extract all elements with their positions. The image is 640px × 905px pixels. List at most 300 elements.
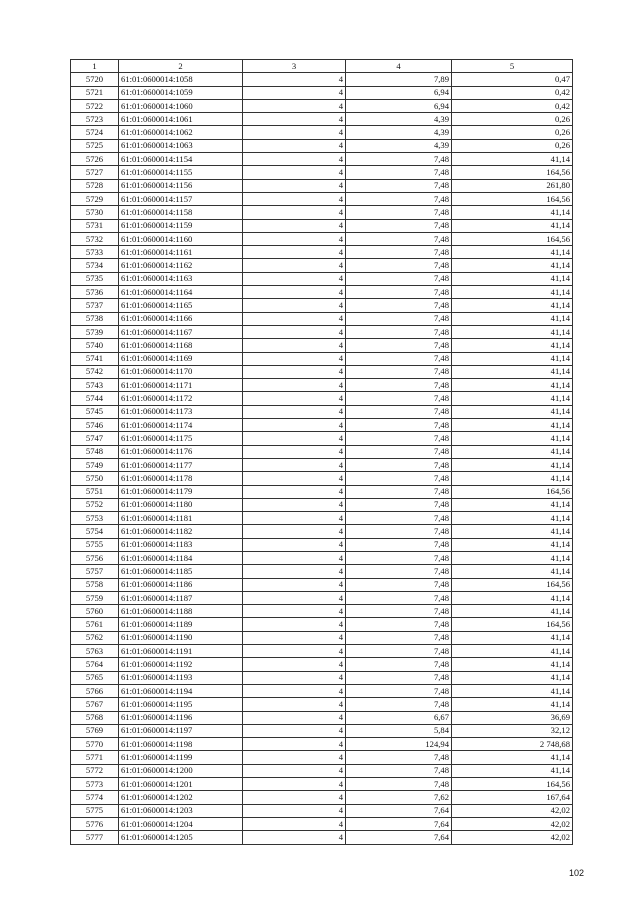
table-cell: 7,48 (346, 419, 452, 432)
data-table (70, 59, 573, 845)
table-cell: 7,48 (346, 153, 452, 166)
table-row (71, 325, 573, 338)
table-cell: 7,48 (346, 312, 452, 325)
table-row (71, 618, 573, 631)
table-row (71, 645, 573, 658)
table-cell: 5762 (71, 631, 119, 644)
table-cell: 5729 (71, 192, 119, 205)
table-cell: 5750 (71, 472, 119, 485)
table-cell: 7,89 (346, 73, 452, 86)
table-cell: 61:01:0600014:1202 (119, 791, 243, 804)
table-cell: 7,48 (346, 525, 452, 538)
table-row (71, 179, 573, 192)
table-cell: 61:01:0600014:1154 (119, 153, 243, 166)
table-row (71, 684, 573, 697)
table-cell: 4,39 (346, 139, 452, 152)
table-cell: 61:01:0600014:1175 (119, 432, 243, 445)
table-cell: 5776 (71, 817, 119, 830)
table-cell: 4 (243, 339, 346, 352)
table-cell: 2 748,68 (452, 738, 573, 751)
table-row (71, 551, 573, 564)
table-cell: 41,14 (452, 246, 573, 259)
table-cell: 61:01:0600014:1160 (119, 232, 243, 245)
table-cell: 4 (243, 684, 346, 697)
table-cell: 4 (243, 485, 346, 498)
table-row (71, 379, 573, 392)
table-cell: 7,48 (346, 339, 452, 352)
table-cell: 41,14 (452, 272, 573, 285)
table-row (71, 126, 573, 139)
table-cell: 7,48 (346, 551, 452, 564)
table-cell: 61:01:0600014:1161 (119, 246, 243, 259)
table-cell: 41,14 (452, 206, 573, 219)
table-cell: 7,48 (346, 778, 452, 791)
table-cell: 5720 (71, 73, 119, 86)
table-cell: 41,14 (452, 658, 573, 671)
table-cell: 4 (243, 551, 346, 564)
table-row (71, 711, 573, 724)
table-cell: 7,48 (346, 299, 452, 312)
table-cell: 4 (243, 246, 346, 259)
table-row (71, 791, 573, 804)
table-row (71, 631, 573, 644)
table-row (71, 272, 573, 285)
table-cell: 61:01:0600014:1159 (119, 219, 243, 232)
table-cell: 41,14 (452, 352, 573, 365)
table-cell: 5777 (71, 831, 119, 844)
table-cell: 5766 (71, 684, 119, 697)
table-cell: 4 (243, 113, 346, 126)
table-cell: 4 (243, 445, 346, 458)
table-cell: 261,80 (452, 179, 573, 192)
table-cell: 4 (243, 525, 346, 538)
table-cell: 32,12 (452, 724, 573, 737)
table-cell: 61:01:0600014:1061 (119, 113, 243, 126)
table-cell: 5767 (71, 698, 119, 711)
table-cell: 164,56 (452, 778, 573, 791)
table-row (71, 73, 573, 86)
table-cell: 4 (243, 299, 346, 312)
table-row (71, 538, 573, 551)
table-cell: 5755 (71, 538, 119, 551)
table-cell: 7,64 (346, 804, 452, 817)
table-cell: 41,14 (452, 698, 573, 711)
table-row (71, 605, 573, 618)
table-cell: 61:01:0600014:1156 (119, 179, 243, 192)
table-cell: 41,14 (452, 339, 573, 352)
table-cell: 164,56 (452, 192, 573, 205)
table-cell: 5737 (71, 299, 119, 312)
table-cell: 4,39 (346, 126, 452, 139)
table-row (71, 698, 573, 711)
table-cell: 4 (243, 166, 346, 179)
table-cell: 61:01:0600014:1195 (119, 698, 243, 711)
column-header: 4 (346, 60, 452, 73)
table-cell: 7,64 (346, 817, 452, 830)
table-cell: 5754 (71, 525, 119, 538)
table-cell: 41,14 (452, 605, 573, 618)
table-cell: 5743 (71, 379, 119, 392)
table-cell: 4 (243, 724, 346, 737)
table-cell: 41,14 (452, 379, 573, 392)
table-cell: 5740 (71, 339, 119, 352)
table-cell: 4 (243, 605, 346, 618)
table-cell: 61:01:0600014:1168 (119, 339, 243, 352)
table-cell: 4 (243, 86, 346, 99)
table-row (71, 525, 573, 538)
table-cell: 0,47 (452, 73, 573, 86)
table-row (71, 432, 573, 445)
table-row (71, 299, 573, 312)
table-cell: 5749 (71, 458, 119, 471)
table-row (71, 485, 573, 498)
table-cell: 5773 (71, 778, 119, 791)
table-cell: 61:01:0600014:1184 (119, 551, 243, 564)
table-cell: 4 (243, 671, 346, 684)
table-cell: 61:01:0600014:1203 (119, 804, 243, 817)
table-row (71, 419, 573, 432)
table-cell: 41,14 (452, 631, 573, 644)
table-cell: 7,48 (346, 179, 452, 192)
table-cell: 5752 (71, 498, 119, 511)
table-cell: 61:01:0600014:1165 (119, 299, 243, 312)
table-cell: 4 (243, 751, 346, 764)
table-row (71, 817, 573, 830)
table-cell: 36,69 (452, 711, 573, 724)
table-row (71, 405, 573, 418)
table-cell: 61:01:0600014:1183 (119, 538, 243, 551)
table-row (71, 339, 573, 352)
table-row (71, 286, 573, 299)
table-cell: 4 (243, 405, 346, 418)
table-cell: 164,56 (452, 485, 573, 498)
table-row (71, 192, 573, 205)
table-cell: 7,48 (346, 379, 452, 392)
table-cell: 4 (243, 126, 346, 139)
table-cell: 4 (243, 738, 346, 751)
table-cell: 5751 (71, 485, 119, 498)
table-cell: 7,48 (346, 445, 452, 458)
table-row (71, 738, 573, 751)
table-cell: 4 (243, 645, 346, 658)
table-cell: 5746 (71, 419, 119, 432)
table-cell: 5765 (71, 671, 119, 684)
table-cell: 5770 (71, 738, 119, 751)
table-cell: 41,14 (452, 405, 573, 418)
table-cell: 4 (243, 512, 346, 525)
table-cell: 4,39 (346, 113, 452, 126)
table-cell: 5724 (71, 126, 119, 139)
column-header: 5 (452, 60, 573, 73)
table-cell: 61:01:0600014:1166 (119, 312, 243, 325)
table-cell: 4 (243, 565, 346, 578)
table-cell: 4 (243, 272, 346, 285)
table-cell: 61:01:0600014:1196 (119, 711, 243, 724)
table-cell: 41,14 (452, 445, 573, 458)
page-number: 102 (568, 868, 584, 878)
table-cell: 41,14 (452, 153, 573, 166)
table-cell: 4 (243, 498, 346, 511)
table-cell: 5721 (71, 86, 119, 99)
table-cell: 5756 (71, 551, 119, 564)
table-cell: 7,48 (346, 631, 452, 644)
table-cell: 42,02 (452, 831, 573, 844)
table-cell: 41,14 (452, 365, 573, 378)
table-cell: 4 (243, 392, 346, 405)
table-cell: 61:01:0600014:1171 (119, 379, 243, 392)
table-cell: 5733 (71, 246, 119, 259)
table-cell: 4 (243, 791, 346, 804)
table-row (71, 246, 573, 259)
table-cell: 41,14 (452, 764, 573, 777)
table-cell: 61:01:0600014:1062 (119, 126, 243, 139)
table-cell: 4 (243, 698, 346, 711)
table-cell: 61:01:0600014:1193 (119, 671, 243, 684)
table-cell: 5723 (71, 113, 119, 126)
table-cell: 4 (243, 578, 346, 591)
table-row (71, 472, 573, 485)
table-cell: 41,14 (452, 671, 573, 684)
table-cell: 167,64 (452, 791, 573, 804)
table-cell: 5742 (71, 365, 119, 378)
table-cell: 4 (243, 73, 346, 86)
table-cell: 5732 (71, 232, 119, 245)
table-cell: 5760 (71, 605, 119, 618)
table-cell: 61:01:0600014:1186 (119, 578, 243, 591)
table-cell: 4 (243, 631, 346, 644)
header-row (71, 60, 573, 73)
table-cell: 5757 (71, 565, 119, 578)
table-cell: 61:01:0600014:1181 (119, 512, 243, 525)
table-cell: 61:01:0600014:1180 (119, 498, 243, 511)
table-cell: 7,48 (346, 764, 452, 777)
table-cell: 4 (243, 219, 346, 232)
table-cell: 7,48 (346, 751, 452, 764)
table-cell: 4 (243, 618, 346, 631)
table-cell: 41,14 (452, 684, 573, 697)
table-cell: 61:01:0600014:1182 (119, 525, 243, 538)
table-cell: 4 (243, 778, 346, 791)
table-cell: 4 (243, 419, 346, 432)
table-row (71, 751, 573, 764)
table-cell: 5726 (71, 153, 119, 166)
table-row (71, 219, 573, 232)
table-row (71, 99, 573, 112)
table-cell: 4 (243, 206, 346, 219)
table-cell: 5739 (71, 325, 119, 338)
table-row (71, 445, 573, 458)
table-cell: 41,14 (452, 472, 573, 485)
table-cell: 61:01:0600014:1058 (119, 73, 243, 86)
table-cell: 41,14 (452, 419, 573, 432)
table-cell: 7,48 (346, 352, 452, 365)
column-header: 3 (243, 60, 346, 73)
table-cell: 7,48 (346, 472, 452, 485)
table-cell: 61:01:0600014:1194 (119, 684, 243, 697)
table-cell: 41,14 (452, 498, 573, 511)
table-cell: 41,14 (452, 551, 573, 564)
table-cell: 5728 (71, 179, 119, 192)
table-cell: 7,48 (346, 206, 452, 219)
table-row (71, 578, 573, 591)
table-cell: 61:01:0600014:1187 (119, 591, 243, 604)
table-row (71, 166, 573, 179)
table-cell: 61:01:0600014:1179 (119, 485, 243, 498)
table-row (71, 392, 573, 405)
table-cell: 7,64 (346, 831, 452, 844)
table-cell: 61:01:0600014:1189 (119, 618, 243, 631)
table-cell: 41,14 (452, 259, 573, 272)
table-cell: 41,14 (452, 219, 573, 232)
table-cell: 5722 (71, 99, 119, 112)
table-cell: 7,48 (346, 232, 452, 245)
table-cell: 61:01:0600014:1177 (119, 458, 243, 471)
table-cell: 5730 (71, 206, 119, 219)
table-cell: 61:01:0600014:1164 (119, 286, 243, 299)
table-cell: 4 (243, 817, 346, 830)
table-cell: 4 (243, 472, 346, 485)
table-cell: 61:01:0600014:1155 (119, 166, 243, 179)
table-cell: 7,48 (346, 565, 452, 578)
table-cell: 4 (243, 379, 346, 392)
table-cell: 7,48 (346, 392, 452, 405)
table-cell: 61:01:0600014:1060 (119, 99, 243, 112)
table-row (71, 512, 573, 525)
table-cell: 61:01:0600014:1178 (119, 472, 243, 485)
table-cell: 5,84 (346, 724, 452, 737)
table-cell: 4 (243, 365, 346, 378)
table-cell: 61:01:0600014:1192 (119, 658, 243, 671)
table-cell: 164,56 (452, 578, 573, 591)
table-cell: 5748 (71, 445, 119, 458)
table-cell: 4 (243, 432, 346, 445)
table-cell: 4 (243, 458, 346, 471)
table-cell: 7,48 (346, 259, 452, 272)
table-cell: 5771 (71, 751, 119, 764)
table-row (71, 671, 573, 684)
table-cell: 4 (243, 711, 346, 724)
table-cell: 4 (243, 232, 346, 245)
table-cell: 164,56 (452, 232, 573, 245)
table-cell: 7,48 (346, 246, 452, 259)
table-row (71, 232, 573, 245)
table-cell: 41,14 (452, 565, 573, 578)
table-cell: 5747 (71, 432, 119, 445)
table-cell: 5741 (71, 352, 119, 365)
table-cell: 7,48 (346, 671, 452, 684)
table-cell: 61:01:0600014:1185 (119, 565, 243, 578)
table-cell: 41,14 (452, 525, 573, 538)
table-cell: 5775 (71, 804, 119, 817)
table-cell: 41,14 (452, 591, 573, 604)
table-cell: 42,02 (452, 804, 573, 817)
column-header: 2 (119, 60, 243, 73)
table-cell: 5764 (71, 658, 119, 671)
table-cell: 7,48 (346, 658, 452, 671)
table-cell: 61:01:0600014:1163 (119, 272, 243, 285)
table-cell: 41,14 (452, 299, 573, 312)
table-cell: 7,48 (346, 286, 452, 299)
column-header: 1 (71, 60, 119, 73)
table-cell: 41,14 (452, 392, 573, 405)
table-cell: 4 (243, 804, 346, 817)
table-cell: 5735 (71, 272, 119, 285)
table-cell: 7,48 (346, 498, 452, 511)
table-cell: 5736 (71, 286, 119, 299)
table-cell: 41,14 (452, 645, 573, 658)
table-cell: 61:01:0600014:1173 (119, 405, 243, 418)
table-row (71, 312, 573, 325)
table-cell: 5725 (71, 139, 119, 152)
table-row (71, 804, 573, 817)
table-cell: 5768 (71, 711, 119, 724)
table-cell: 7,48 (346, 219, 452, 232)
table-cell: 0,26 (452, 113, 573, 126)
table-row (71, 206, 573, 219)
table-cell: 7,48 (346, 458, 452, 471)
table-row (71, 591, 573, 604)
table-cell: 7,48 (346, 272, 452, 285)
table-cell: 61:01:0600014:1167 (119, 325, 243, 338)
table-cell: 42,02 (452, 817, 573, 830)
table-row (71, 565, 573, 578)
table-cell: 41,14 (452, 458, 573, 471)
table-cell: 7,48 (346, 512, 452, 525)
table-cell: 4 (243, 831, 346, 844)
table-cell: 41,14 (452, 538, 573, 551)
table-cell: 61:01:0600014:1176 (119, 445, 243, 458)
table-row (71, 831, 573, 844)
table-cell: 7,48 (346, 166, 452, 179)
table-cell: 164,56 (452, 618, 573, 631)
table-cell: 41,14 (452, 432, 573, 445)
table-cell: 41,14 (452, 286, 573, 299)
table-cell: 61:01:0600014:1158 (119, 206, 243, 219)
table-cell: 5727 (71, 166, 119, 179)
table-cell: 61:01:0600014:1172 (119, 392, 243, 405)
table-cell: 61:01:0600014:1205 (119, 831, 243, 844)
table-row (71, 259, 573, 272)
table-cell: 5761 (71, 618, 119, 631)
table-cell: 61:01:0600014:1170 (119, 365, 243, 378)
table-row (71, 352, 573, 365)
table-cell: 41,14 (452, 751, 573, 764)
table-cell: 4 (243, 139, 346, 152)
table-row (71, 724, 573, 737)
table-cell: 7,48 (346, 325, 452, 338)
table-cell: 7,48 (346, 684, 452, 697)
table-cell: 7,48 (346, 698, 452, 711)
table-cell: 7,48 (346, 578, 452, 591)
table-cell: 7,48 (346, 538, 452, 551)
table-cell: 61:01:0600014:1162 (119, 259, 243, 272)
table-cell: 0,42 (452, 99, 573, 112)
table-cell: 61:01:0600014:1157 (119, 192, 243, 205)
table-cell: 61:01:0600014:1063 (119, 139, 243, 152)
table-cell: 4 (243, 325, 346, 338)
table-cell: 4 (243, 764, 346, 777)
table-row (71, 658, 573, 671)
table-cell: 5769 (71, 724, 119, 737)
table-cell: 61:01:0600014:1188 (119, 605, 243, 618)
table-cell: 6,94 (346, 99, 452, 112)
table-row (71, 498, 573, 511)
table-cell: 5772 (71, 764, 119, 777)
table-cell: 7,48 (346, 645, 452, 658)
table-cell: 7,62 (346, 791, 452, 804)
table-cell: 4 (243, 99, 346, 112)
table-cell: 61:01:0600014:1174 (119, 419, 243, 432)
